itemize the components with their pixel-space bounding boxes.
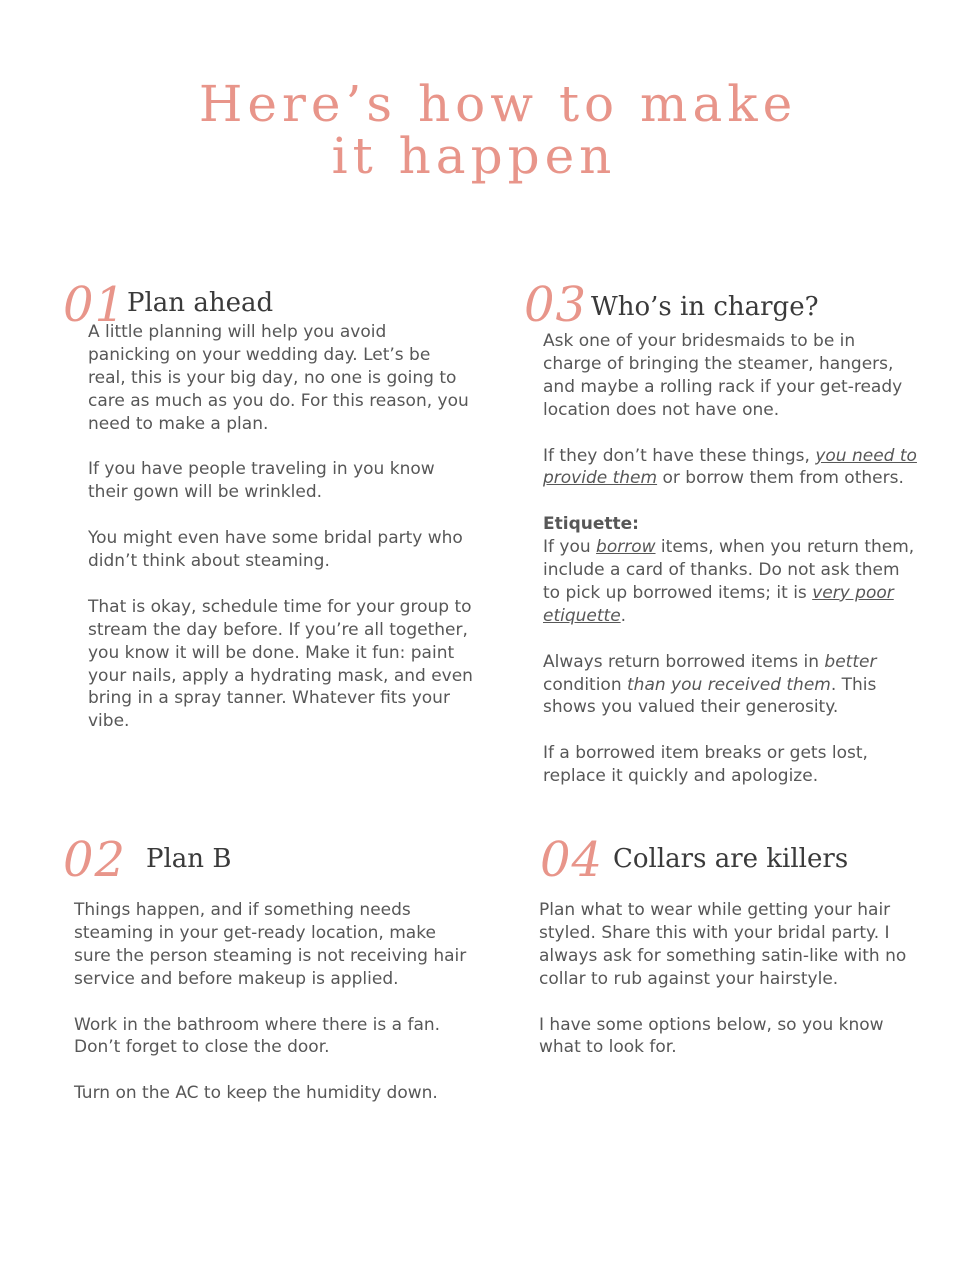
section-03-heading: Who’s in charge? (591, 292, 819, 322)
section-01-number: 01 (63, 277, 127, 333)
section-02-paragraph: Work in the bathroom where there is a fan. Don’t forget to close the door. (74, 1014, 441, 1058)
section-01-paragraph: You might even have some bridal party who didn’t think about steaming. (88, 528, 463, 572)
section-04-paragraph: Plan what to wear while getting your hair styled. Share this with your bridal party. I always ask for something satin-like with no collar to rub against your hairstyle. (539, 900, 907, 989)
section-02-number: 02 (63, 832, 127, 888)
section-03-italic: than you received them (627, 674, 831, 695)
section-01-paragraph: That is okay, schedule time for your group to stream the day before. If you’re all together, you know it will be done. Make it fun: paint your nails, apply a hydrating mask, and even bring in a spray tanner. Whatever fits your vibe. (88, 596, 473, 732)
page-title-line-1: Here’s how to make (198, 75, 798, 133)
etiquette-label: Etiquette: (543, 514, 639, 535)
section-03-paragraph: If a borrowed item breaks or gets lost, replace it quickly and apologize. (543, 743, 868, 787)
section-03-text: . This shows you valued their generosity. (543, 674, 877, 718)
section-01-heading: Plan ahead (127, 288, 274, 318)
section-03-emphasis: very poor etiquette (543, 582, 894, 626)
section-03-text: . (620, 605, 627, 626)
section-03-text: condition (543, 674, 628, 695)
section-03-text: If they don’t have these things, (543, 445, 816, 466)
section-02-paragraph: Things happen, and if something needs steaming in your get-ready location, make sure the person steaming is not receiving hair service and before makeup is applied. (74, 900, 467, 989)
section-02-heading: Plan B (146, 844, 232, 874)
section-02-body (74, 899, 469, 1105)
section-03-emphasis: you need to provide them (543, 445, 917, 489)
section-01-paragraph: If you have people traveling in you know their gown will be wrinkled. (88, 459, 435, 503)
section-01-paragraph: A little planning will help you avoid panicking on your wedding day. Let’s be real, this is your big day, no one is going to care as much as you do. For this reason, you need to make a plan. (88, 322, 469, 434)
section-03-number: 03 (524, 277, 588, 333)
section-03-italic: better (824, 651, 877, 672)
section-03-text: If you (543, 537, 597, 558)
section-03-text: Always return borrowed items in (543, 651, 825, 672)
section-04-heading: Collars are killers (613, 844, 849, 874)
section-04-body (539, 899, 924, 1059)
section-02-paragraph: Turn on the AC to keep the humidity down. (74, 1083, 438, 1104)
section-03-paragraph (543, 513, 918, 628)
section-03-paragraph (543, 445, 918, 491)
section-03-paragraph: Ask one of your bridesmaids to be in charge of bringing the steamer, hangers, and maybe a rolling rack if your get-ready location does not have one. (543, 331, 903, 420)
section-01-body (88, 321, 473, 733)
section-03-emphasis: borrow (596, 537, 656, 558)
section-03-body (543, 330, 918, 788)
section-03-text: or borrow them from others. (657, 468, 904, 489)
section-03-text: items, when you return them, include a card of thanks. Do not ask them to pick up borrowed items; it is (543, 537, 915, 603)
section-04-paragraph: I have some options below, so you know what to look for. (539, 1014, 884, 1058)
page-title-line-2: it happen (331, 127, 617, 185)
section-03-paragraph (543, 651, 918, 720)
section-04-number: 04 (540, 832, 604, 888)
